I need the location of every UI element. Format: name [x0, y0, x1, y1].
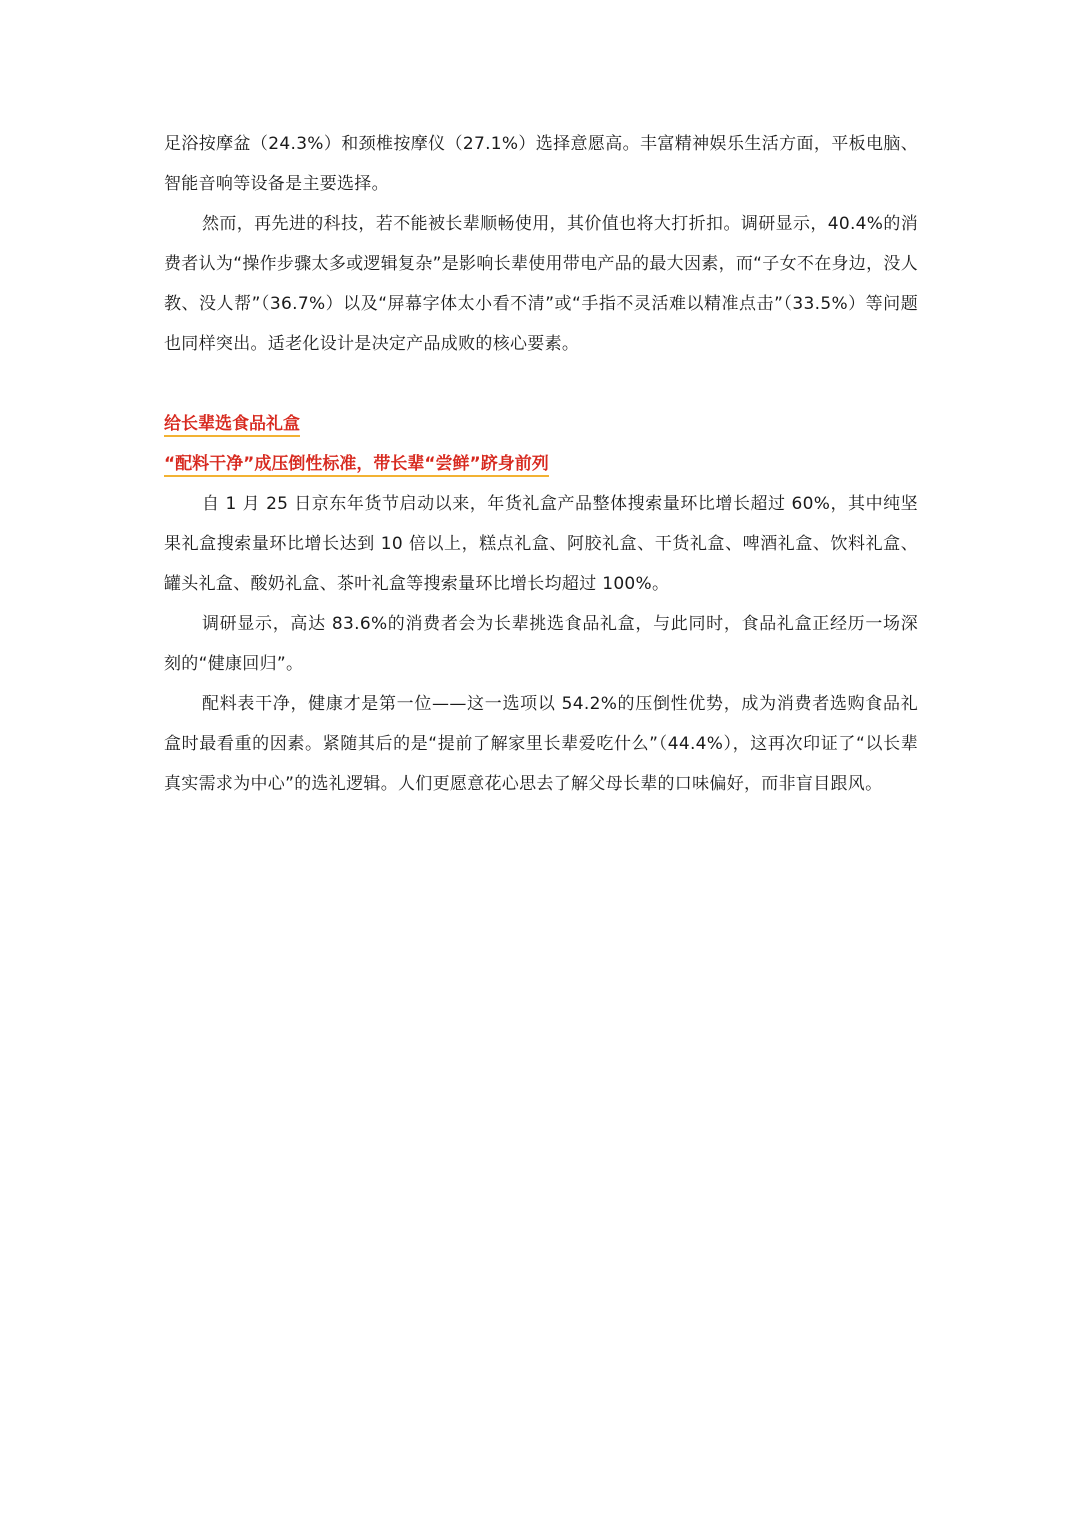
- paragraph-health-return: 调研显示，高达 83.6%的消费者会为长辈挑选食品礼盒，与此同时，食品礼盒正经历一场深刻的“健康回归”。: [164, 614, 918, 674]
- section-subtitle-text: “配料干净”成压倒性标准，带长辈“尝鲜”跻身前列: [164, 454, 549, 477]
- section-title-text: 给长辈选食品礼盒: [164, 414, 300, 437]
- paragraph-massage-devices: 足浴按摩盆（24.3%）和颈椎按摩仪（27.1%）选择意愿高。丰富精神娱乐生活方面，平板电脑、智能音响等设备是主要选择。: [164, 134, 918, 194]
- paragraph-clean-ingredients: 配料表干净，健康才是第一位——这一选项以 54.2%的压倒性优势，成为消费者选购食品礼盒时最看重的因素。紧随其后的是“提前了解家里长辈爱吃什么”（44.4%），这再次印证了“以长辈真实需求为中心”的选礼逻辑。人们更愿意花心思去了解父母长辈的口味偏好，而非盲目跟风。: [164, 694, 918, 794]
- article-body: [164, 124, 918, 804]
- paragraph-aging-design: 然而，再先进的科技，若不能被长辈顺畅使用，其价值也将大打折扣。调研显示，40.4%的消费者认为“操作步骤太多或逻辑复杂”是影响长辈使用带电产品的最大因素，而“子女不在身边，没人教、没人帮”（36.7%）以及“屏幕字体太小看不清”或“手指不灵活难以精准点击”（33.5%）等问题也同样突出。适老化设计是决定产品成败的核心要素。: [164, 214, 918, 354]
- section-spacer: [164, 364, 918, 404]
- section-subtitle: [164, 444, 918, 484]
- paragraph-gift-box-search: 自 1 月 25 日京东年货节启动以来，年货礼盒产品整体搜索量环比增长超过 60%，其中纯坚果礼盒搜索量环比增长达到 10 倍以上，糕点礼盒、阿胶礼盒、干货礼盒、啤酒礼盒、饮料礼盒、罐头礼盒、酸奶礼盒、茶叶礼盒等搜索量环比增长均超过 100%。: [164, 494, 918, 594]
- section-title: [164, 404, 918, 444]
